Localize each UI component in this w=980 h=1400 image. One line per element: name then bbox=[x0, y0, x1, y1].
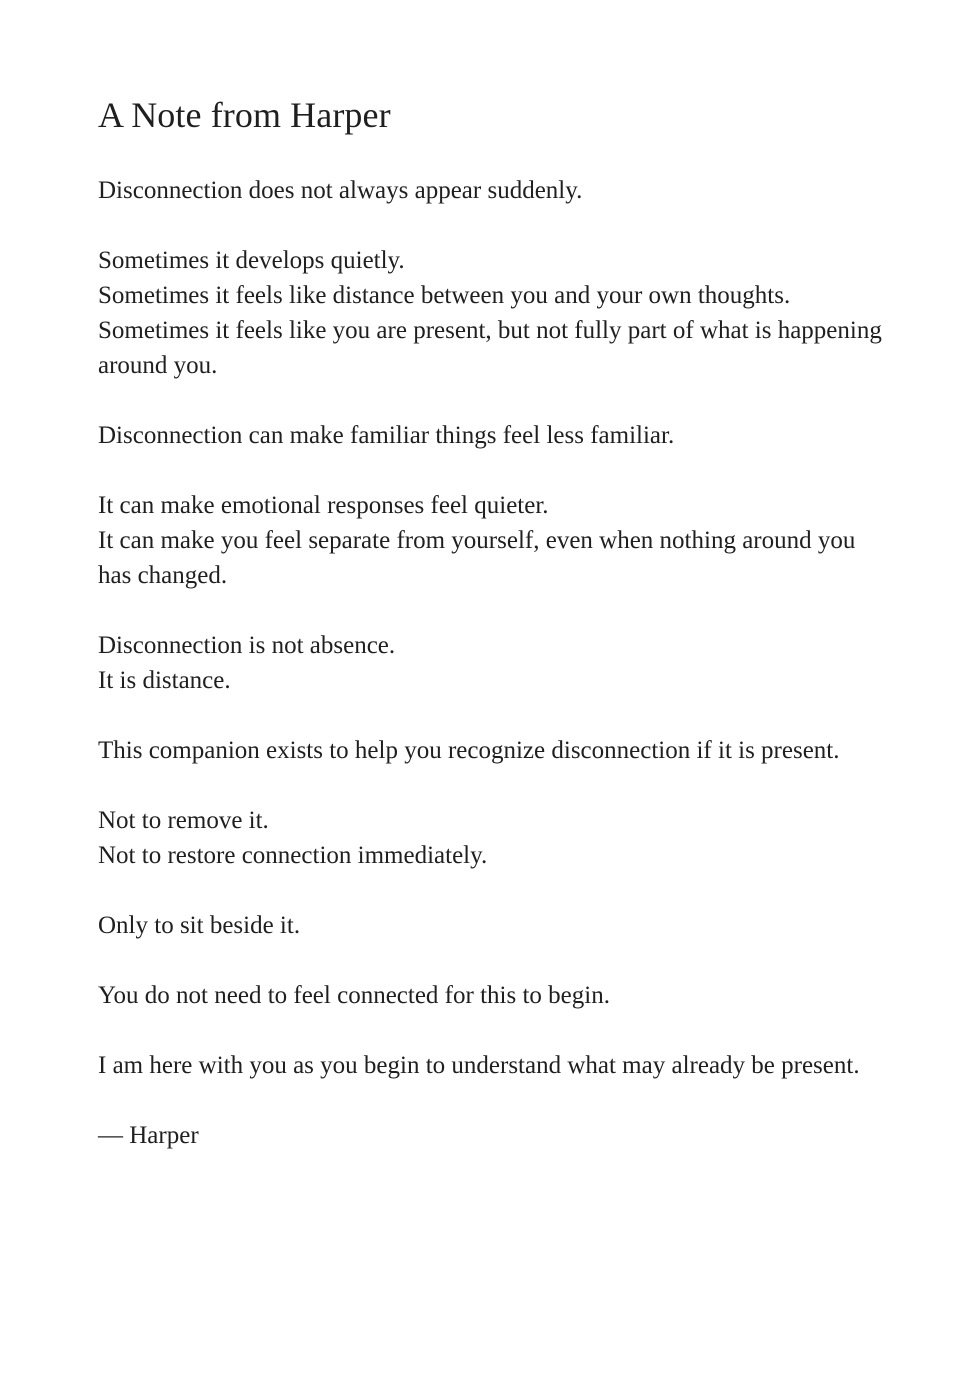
page-title: A Note from Harper bbox=[98, 95, 391, 135]
paragraph-5 bbox=[98, 628, 888, 698]
paragraph-line: Sometimes it feels like distance between you and your own thoughts. bbox=[98, 282, 791, 310]
paragraph-9 bbox=[98, 978, 888, 1013]
paragraph-10 bbox=[98, 1048, 888, 1083]
paragraph-8 bbox=[98, 908, 888, 943]
note-page bbox=[98, 95, 888, 1153]
paragraph-1 bbox=[98, 173, 888, 208]
paragraph-line: Disconnection is not absence. bbox=[98, 632, 396, 660]
paragraph-line: Sometimes it develops quietly. bbox=[98, 247, 405, 275]
paragraph-line: Not to remove it. bbox=[98, 807, 269, 835]
paragraph-line: Only to sit beside it. bbox=[98, 912, 301, 940]
signature: — Harper bbox=[98, 1122, 199, 1150]
paragraph-4 bbox=[98, 488, 888, 593]
paragraph-line: I am here with you as you begin to understand what may already be present. bbox=[98, 1052, 860, 1080]
paragraph-line: Disconnection does not always appear suddenly. bbox=[98, 177, 583, 205]
paragraph-3 bbox=[98, 418, 888, 453]
paragraph-line: This companion exists to help you recognize disconnection if it is present. bbox=[98, 737, 840, 765]
paragraph-line: Sometimes it feels like you are present, but not fully part of what is happening around you. bbox=[98, 317, 882, 380]
paragraph-7 bbox=[98, 803, 888, 873]
paragraph-2 bbox=[98, 243, 888, 383]
paragraph-line: It can make emotional responses feel quieter. bbox=[98, 492, 549, 520]
paragraph-line: Disconnection can make familiar things feel less familiar. bbox=[98, 422, 675, 450]
paragraph-line: You do not need to feel connected for this to begin. bbox=[98, 982, 610, 1010]
paragraph-line: Not to restore connection immediately. bbox=[98, 842, 488, 870]
paragraph-line: It is distance. bbox=[98, 667, 231, 695]
paragraph-line: It can make you feel separate from yourself, even when nothing around you has changed. bbox=[98, 527, 856, 590]
paragraph-6 bbox=[98, 733, 888, 768]
